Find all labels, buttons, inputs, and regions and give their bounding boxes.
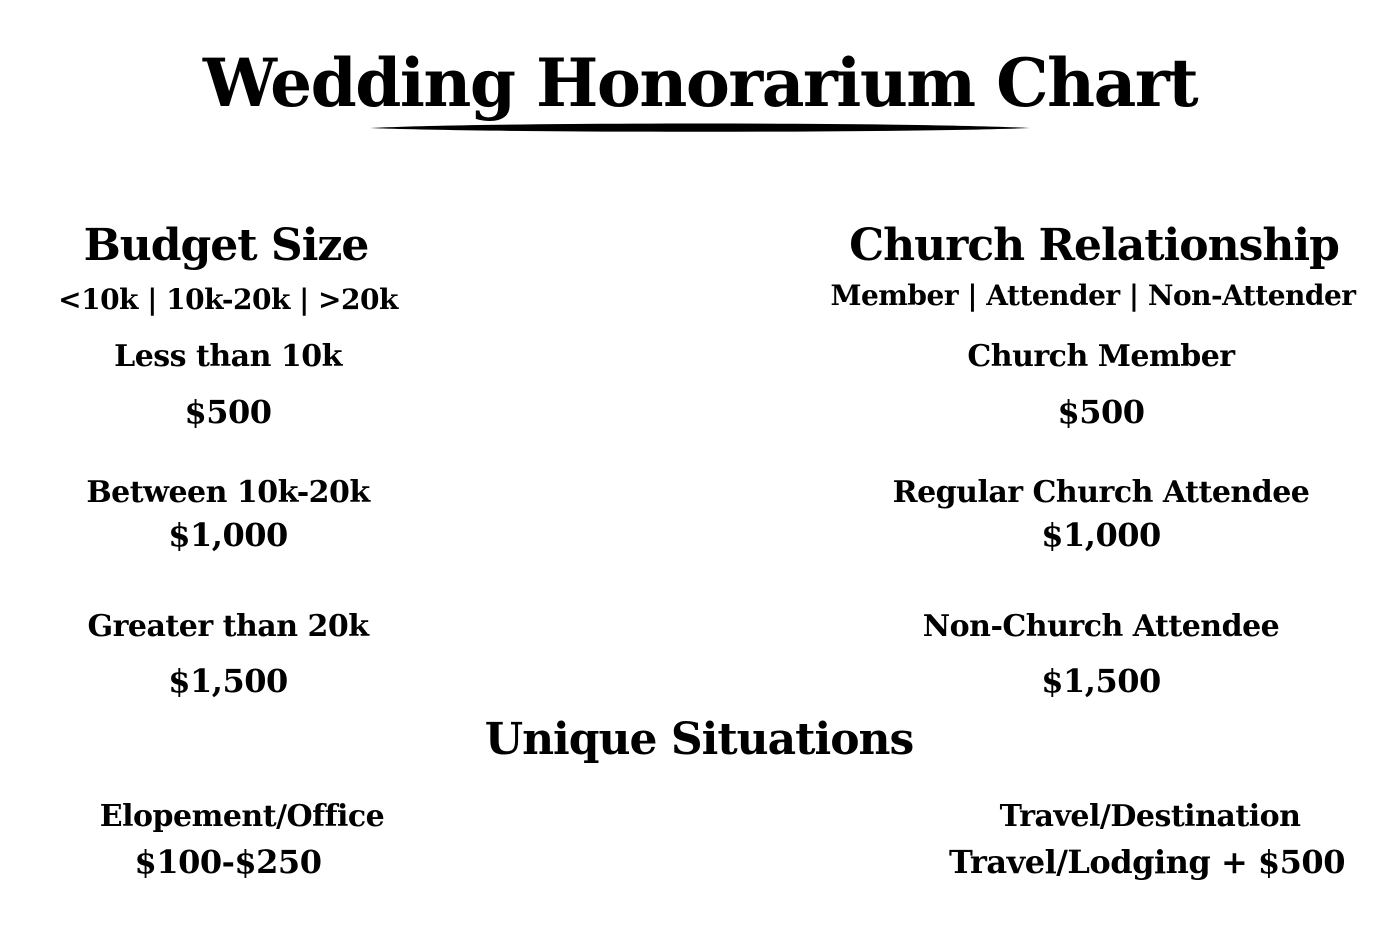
budget-tier-1-label: Less than 10k [114,339,342,374]
church-tier-2-label: Regular Church Attendee [892,475,1310,510]
church-tier-1-label: Church Member [967,339,1235,374]
church-tier-3-price: $1,500 [1041,662,1161,700]
church-tier-1-price: $500 [1057,393,1145,431]
budget-tier-2-price: $1,000 [168,516,288,554]
unique-item-1-price: $100-$250 [134,843,322,881]
title-underline [370,120,1030,136]
budget-tier-2-label: Between 10k-20k [86,475,370,510]
church-tier-2-price: $1,000 [1041,516,1161,554]
church-heading: Church Relationship [849,220,1339,271]
budget-tier-3-label: Greater than 20k [87,609,369,644]
unique-item-2-label: Travel/Destination [999,799,1301,834]
budget-tier-1-price: $500 [184,393,272,431]
church-tier-3-label: Non-Church Attendee [922,609,1280,644]
page-title: Wedding Honorarium Chart [202,44,1198,122]
budget-tier-3-price: $1,500 [168,662,288,700]
unique-item-1-label: Elopement/Office [99,799,385,834]
church-subheading: Member | Attender | Non-Attender [830,279,1356,312]
budget-heading: Budget Size [83,220,369,271]
unique-heading: Unique Situations [484,714,914,765]
budget-subheading: <10k | 10k-20k | >20k [58,283,398,316]
unique-item-2-price: Travel/Lodging + $500 [949,843,1345,881]
